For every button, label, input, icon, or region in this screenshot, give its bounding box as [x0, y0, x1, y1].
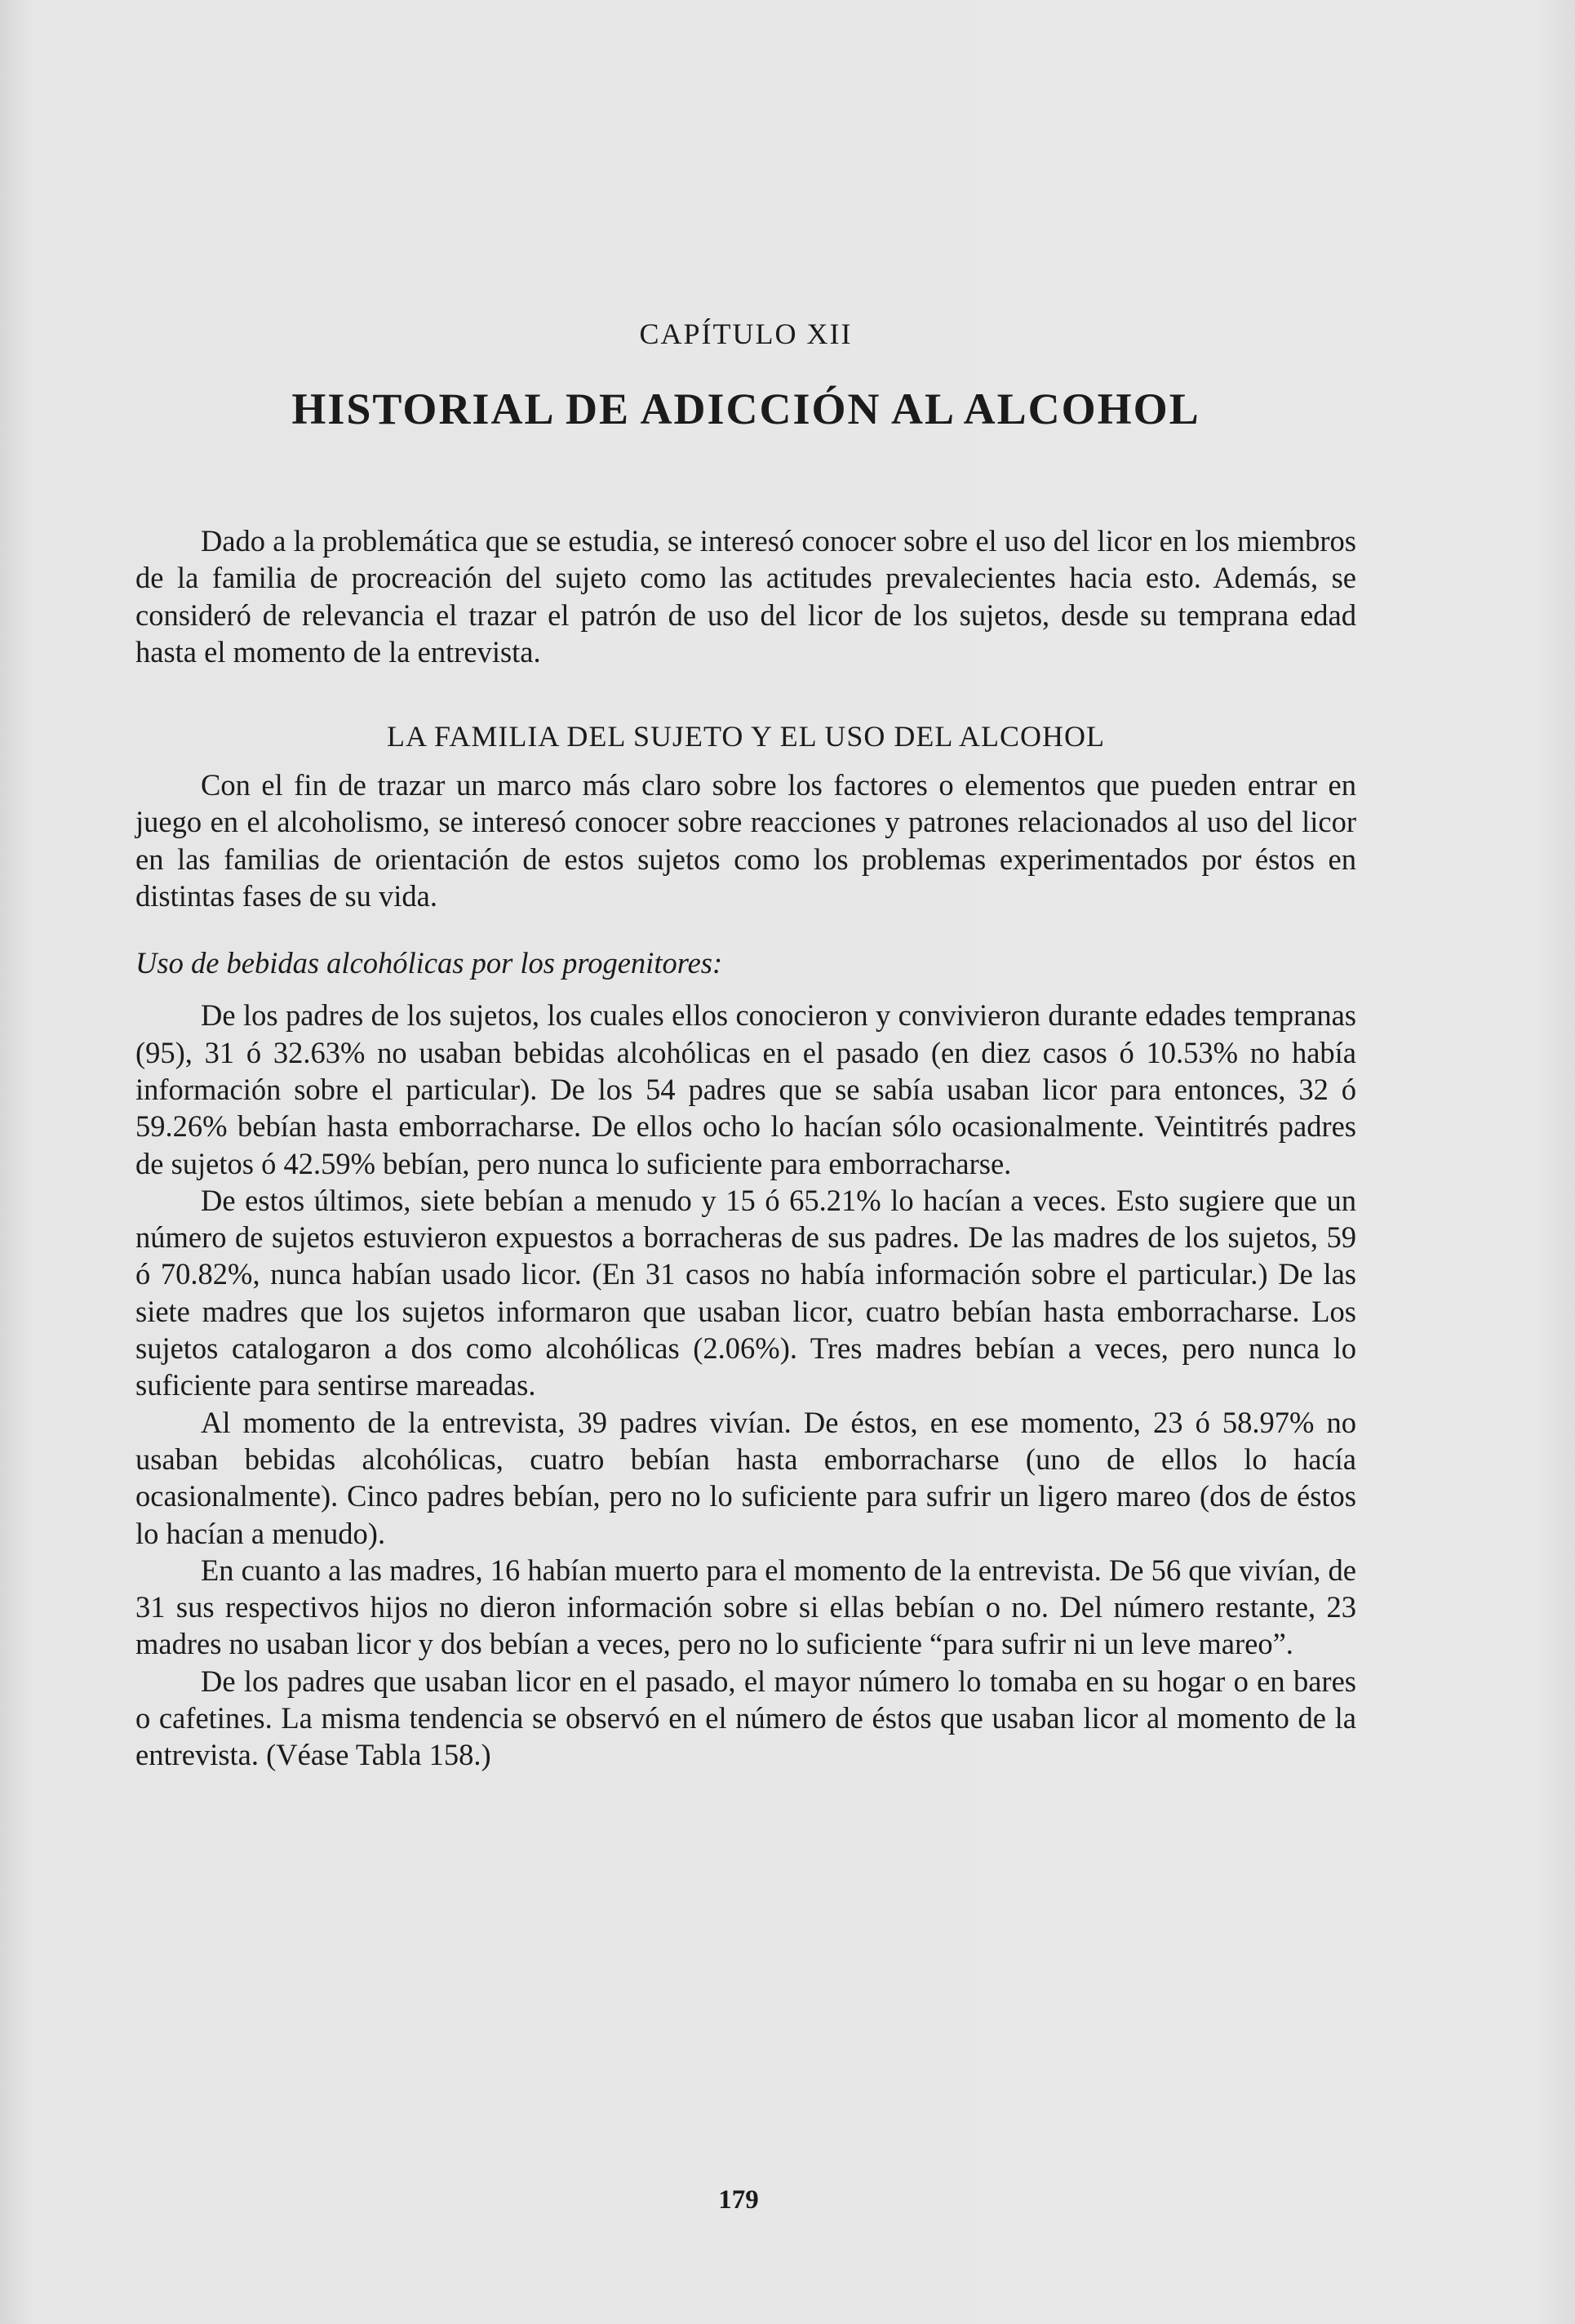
page-number-wrapper [0, 2185, 1575, 2215]
body-paragraph: De los padres que usaban licor en el pasado, el mayor número lo tomaba en su hogar o en bares o cafetines. La misma tendencia se observó en el número de éstos que usaban licor al momento de la entrevista. (Véase Tabla 158.) [135, 1664, 1356, 1772]
chapter-title: HISTORIAL DE ADICCIÓN AL ALCOHOL [291, 384, 1200, 433]
section-heading: LA FAMILIA DEL SUJETO Y EL USO DEL ALCOHOL [387, 720, 1105, 753]
body-paragraph: De estos últimos, siete bebían a menudo y 15 ó 65.21% lo hacían a veces. Esto sugiere que un número de sujetos estuvieron expuestos a borracheras de sus padres. De las madres de los sujetos, 59 ó 70.82%, nunca habían usado licor. (En 31 casos no había información sobre el particular.) De las siete madres que los sujetos informaron que usaban licor, cuatro bebían hasta emborracharse. Los sujetos catalogaron a dos como alcohólicas (2.06%). Tres madres bebían a veces, pero nunca lo suficiente para sentirse mareadas. [135, 1183, 1356, 1402]
page-number: 179 [718, 2185, 759, 2215]
page-content [135, 317, 1356, 1774]
subsection-heading: Uso de bebidas alcohólicas por los progenitores: [135, 946, 723, 980]
body-paragraph: De los padres de los sujetos, los cuales ellos conocieron y convivieron durante edades tempranas (95), 31 ó 32.63% no usaban bebidas alcohólicas en el pasado (en diez casos ó 10.53% no había información sobre el particular). De los 54 padres que se sabía usaban licor para entonces, 32 ó 59.26% bebían hasta emborracharse. De ellos ocho lo hacían sólo ocasionalmente. Veintitrés padres de sujetos ó 42.59% bebían, pero nunca lo suficiente para emborracharse. [135, 998, 1356, 1180]
body-paragraph: En cuanto a las madres, 16 habían muerto para el momento de la entrevista. De 56 que vivían, de 31 sus respectivos hijos no dieron información sobre si ellas bebían o no. Del número restante, 23 madres no usaban licor y dos bebían a veces, pero no lo suficiente “para sufrir ni un leve mareo”. [135, 1553, 1356, 1661]
intro-paragraph: Dado a la problemática que se estudia, se interesó conocer sobre el uso del licor en los miembros de la familia de procreación del sujeto como las actitudes prevalecientes hacia esto. Además, se consideró de relevancia el trazar el patrón de uso del licor de los sujetos, desde su temprana edad hasta el momento de la entrevista. [135, 524, 1356, 669]
section-paragraph: Con el fin de trazar un marco más claro sobre los factores o elementos que pueden entrar en juego en el alcoholismo, se interesó conocer sobre reacciones y patrones relacionados al uso del licor en las familias de orientación de estos sujetos como los problemas experimentados por éstos en distintas fases de su vida. [135, 768, 1356, 913]
body-paragraph: Al momento de la entrevista, 39 padres vivían. De éstos, en ese momento, 23 ó 58.97% no usaban bebidas alcohólicas, cuatro bebían hasta emborracharse (uno de ellos lo hacía ocasionalmente). Cinco padres bebían, pero no lo suficiente para sufrir un ligero mareo (dos de éstos lo hacían a menudo). [135, 1405, 1356, 1550]
chapter-label: CAPÍTULO XII [639, 318, 853, 350]
